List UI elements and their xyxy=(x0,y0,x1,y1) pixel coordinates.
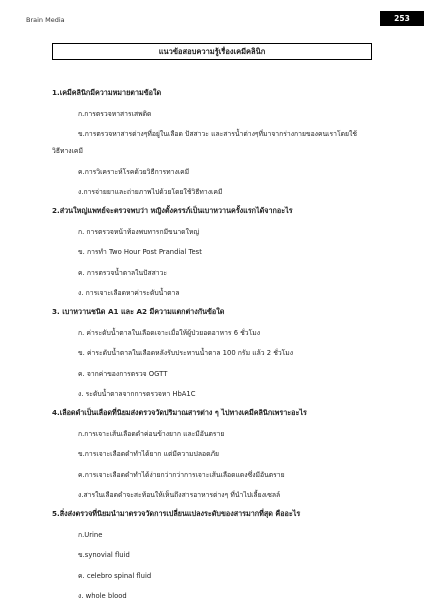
question-2: 2.ส่วนใหญ่แพทย์จะตรวจพบว่า หญิงตั้งครรภ์เป็นเบาหวานครั้งแรกได้จากอะไร xyxy=(52,206,293,215)
question-5: 5.สิ่งส่งตรวจที่นิยมนำมาตรวจวัดการเปลี่ยนแปลงระดับของสารมากที่สุด คืออะไร xyxy=(52,509,301,518)
question-list xyxy=(0,88,424,601)
option-1b-text: ข.การตรวจหาสารต่างๆที่อยู่ในเลือด ปัสสาวะ และสารน้ำต่างๆที่มาจากร่างกายของคนเราโดยใช้ xyxy=(78,130,357,138)
option-2d: ง. การเจาะเลือดหาค่าระดับน้ำตาล xyxy=(78,289,180,297)
option-5b: ข.synovial fluid xyxy=(78,551,130,559)
option-1b xyxy=(0,129,424,156)
option-4c: ค.การเจาะเลือดดำทำได้ง่ายกว่ากว่าการเจาะเส้นเลือดแดงซึ่งมีอันตราย xyxy=(78,470,285,479)
question-3: 3. เบาหวานชนิด A1 และ A2 มีความแตกต่างกันข้อใด xyxy=(52,307,225,316)
question-1: 1.เคมีคลินิกมีความหมายตามข้อใด xyxy=(52,88,162,97)
option-4a: ก.การเจาะเส้นเลือดดำค่อนข้างยาก และมีอันตราย xyxy=(78,429,225,438)
option-2a: ก. การตรวจหน้าท้องพบทารกมีขนาดใหญ่ xyxy=(78,227,200,236)
page-number: 253 xyxy=(380,11,424,26)
option-4d: ง.สารในเลือดดำจะสะท้อนให้เห็นถึงสารอาหารต่างๆ ที่นำไปเลี้ยงเซลล์ xyxy=(78,491,281,499)
option-1c: ค.การวิเคราะห์โรคด้วยวิธีการทางเคมี xyxy=(78,167,190,176)
option-1b-continuation: วิธีทางเคมี xyxy=(52,147,83,155)
question-4: 4.เลือดดำเป็นเลือดที่นิยมส่งตรวจวัดปริมาณสารต่าง ๆ ไปทางเคมีคลินิกเพราะอะไร xyxy=(52,408,307,417)
option-3a: ก. ค่าระดับน้ำตาลในเลือดเจาะเมื่อให้ผู้ป่วยอดอาหาร 6 ชั่วโมง xyxy=(78,328,261,337)
page-title: แนวข้อสอบความรู้เรื่องเคมีคลินิก xyxy=(52,43,372,60)
option-3d: ง. ระดับน้ำตาลจากการตรวจหา HbA1C xyxy=(78,390,196,398)
brand-label: Brain Media xyxy=(26,16,65,24)
option-3b: ข. ค่าระดับน้ำตาลในเลือดหลังรับประทานน้ำตาล 100 กรัม แล้ว 2 ชั่วโมง xyxy=(78,349,294,357)
option-2b: ข. การทำ Two Hour Post Prandial Test xyxy=(78,248,202,256)
option-5a: ก.Urine xyxy=(78,530,103,539)
option-5c: ค. celebro spinal fluid xyxy=(78,571,152,580)
option-1a: ก.การตรวจหาสารเสพติด xyxy=(78,109,152,118)
option-1d: ง.การจ่ายยาและถ่ายภาพไปด้วยโดยใช้วิธีทางเคมี xyxy=(78,188,223,196)
option-2c: ค. การตรวจน้ำตาลในปัสสาวะ xyxy=(78,268,168,277)
option-5d: ง. whole blood xyxy=(78,592,127,600)
option-4b: ข.การเจาะเลือดดำทำได้ยาก แต่มีความปลอดภัย xyxy=(78,450,219,458)
option-3c: ค. จากค่าของการตรวจ OGTT xyxy=(78,369,168,378)
